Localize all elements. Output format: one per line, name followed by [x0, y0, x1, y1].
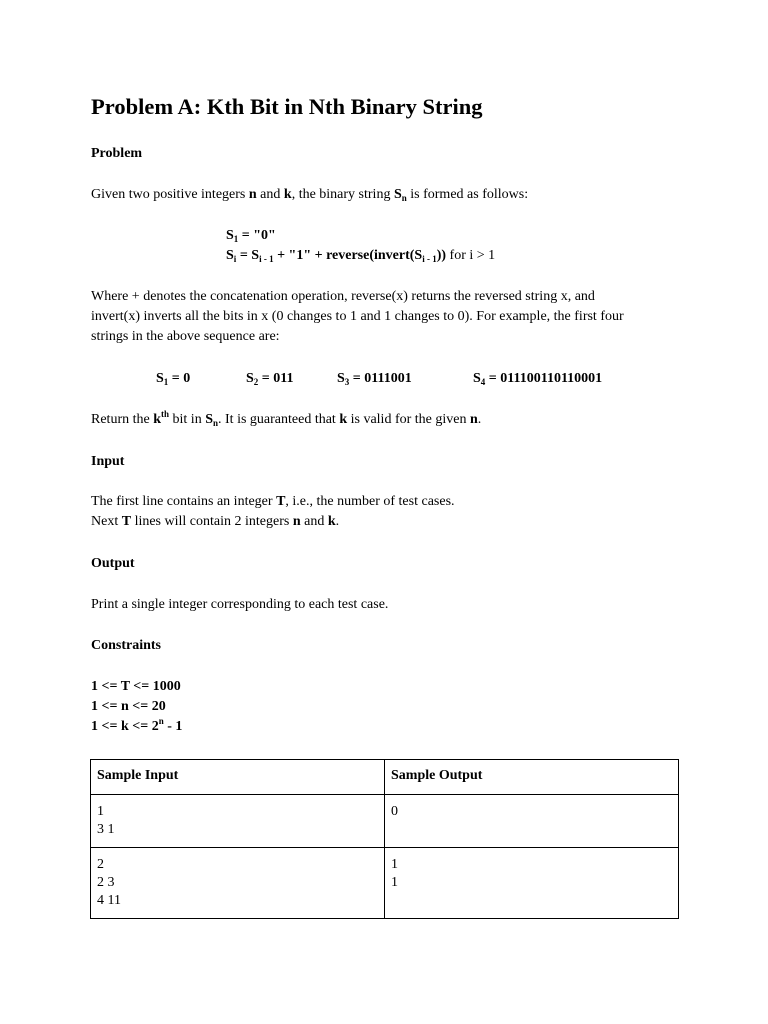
- formula-line-1: $S_1$ = "0": [226, 228, 276, 244]
- sequence-item-s1: $S_1 = 0$: [156, 371, 191, 387]
- output-heading: Output: [91, 556, 135, 571]
- samples-table: [90, 759, 679, 919]
- header-sample-output: Sample Output: [385, 760, 679, 795]
- constraints-list: [91, 677, 182, 737]
- where-line: Where + denotes the concatenation operation, reverse(x) returns the reversed string x, and: [91, 289, 595, 304]
- constraint-k: $1 <= k <= 2^n - 1$: [91, 716, 183, 734]
- input-line-1: The first line contains an integer T, i.e., the number of test cases.: [91, 494, 455, 509]
- where-line: invert(x) inverts all the bits in x (0 changes to 1 and 1 changes to 0). For example, the first four: [91, 309, 624, 324]
- problem-heading: Problem: [91, 146, 143, 161]
- cell-line: 4 11: [97, 893, 121, 908]
- return-paragraph: Return the $k^{th}$ bit in $S_n$. It is guaranteed that k is valid for the given n.: [91, 409, 482, 428]
- output-paragraph: Print a single integer corresponding to each test case.: [91, 597, 389, 612]
- cell-line: 3 1: [97, 822, 115, 837]
- cell-line: 1: [391, 857, 398, 872]
- sample-output-cell: [385, 848, 679, 919]
- cell-line: 2: [97, 857, 104, 872]
- return-kth: $k^{th}$: [153, 409, 170, 427]
- intro-sn: $S_n$: [393, 187, 407, 203]
- intro-text: , the binary string: [291, 187, 394, 202]
- table-row: [91, 848, 679, 919]
- cell-line: 1: [391, 875, 398, 890]
- constraints-heading: Constraints: [91, 638, 162, 653]
- sample-input-cell: [91, 795, 385, 848]
- sample-input-cell: [91, 848, 385, 919]
- intro-paragraph: [91, 185, 681, 205]
- intro-text: is formed as follows:: [406, 187, 529, 202]
- intro-text: Given two positive integers: [91, 187, 249, 202]
- intro-n: n: [248, 187, 257, 202]
- constraint-n: 1 <= n <= 20: [91, 699, 166, 714]
- cell-line: 2 3: [97, 875, 115, 890]
- sequence-item-s4: $S_4 = 011100110110001$: [473, 371, 603, 387]
- where-paragraph: [91, 287, 681, 347]
- table-row: [91, 795, 679, 848]
- formula-line-2: $S_i = S_{i - 1}$ + "1" + $reverse(invert(S_{i - 1}))$ for i > 1: [226, 248, 496, 264]
- table-header-row: [91, 760, 679, 795]
- sample-output-cell: [385, 795, 679, 848]
- header-sample-input: Sample Input: [91, 760, 385, 795]
- input-line-2: Next T lines will contain 2 integers n and k.: [91, 514, 340, 529]
- sequence-item-s3: $S_3 = 0111001$: [337, 371, 412, 387]
- sequence-item-s2: $S_2 = 011$: [246, 371, 294, 387]
- formula-block: [226, 226, 495, 266]
- cell-line: 0: [391, 804, 398, 819]
- input-heading: Input: [91, 454, 125, 469]
- intro-k: k: [283, 187, 292, 202]
- cell-line: 1: [97, 804, 104, 819]
- constraint-t: 1 <= T <= 1000: [91, 679, 181, 694]
- intro-text: and: [256, 187, 284, 202]
- where-line: strings in the above sequence are:: [91, 329, 280, 344]
- input-paragraph: [91, 492, 681, 532]
- return-sn: $S_n$: [205, 412, 219, 428]
- page-title: Problem A: Kth Bit in Nth Binary String: [91, 94, 483, 119]
